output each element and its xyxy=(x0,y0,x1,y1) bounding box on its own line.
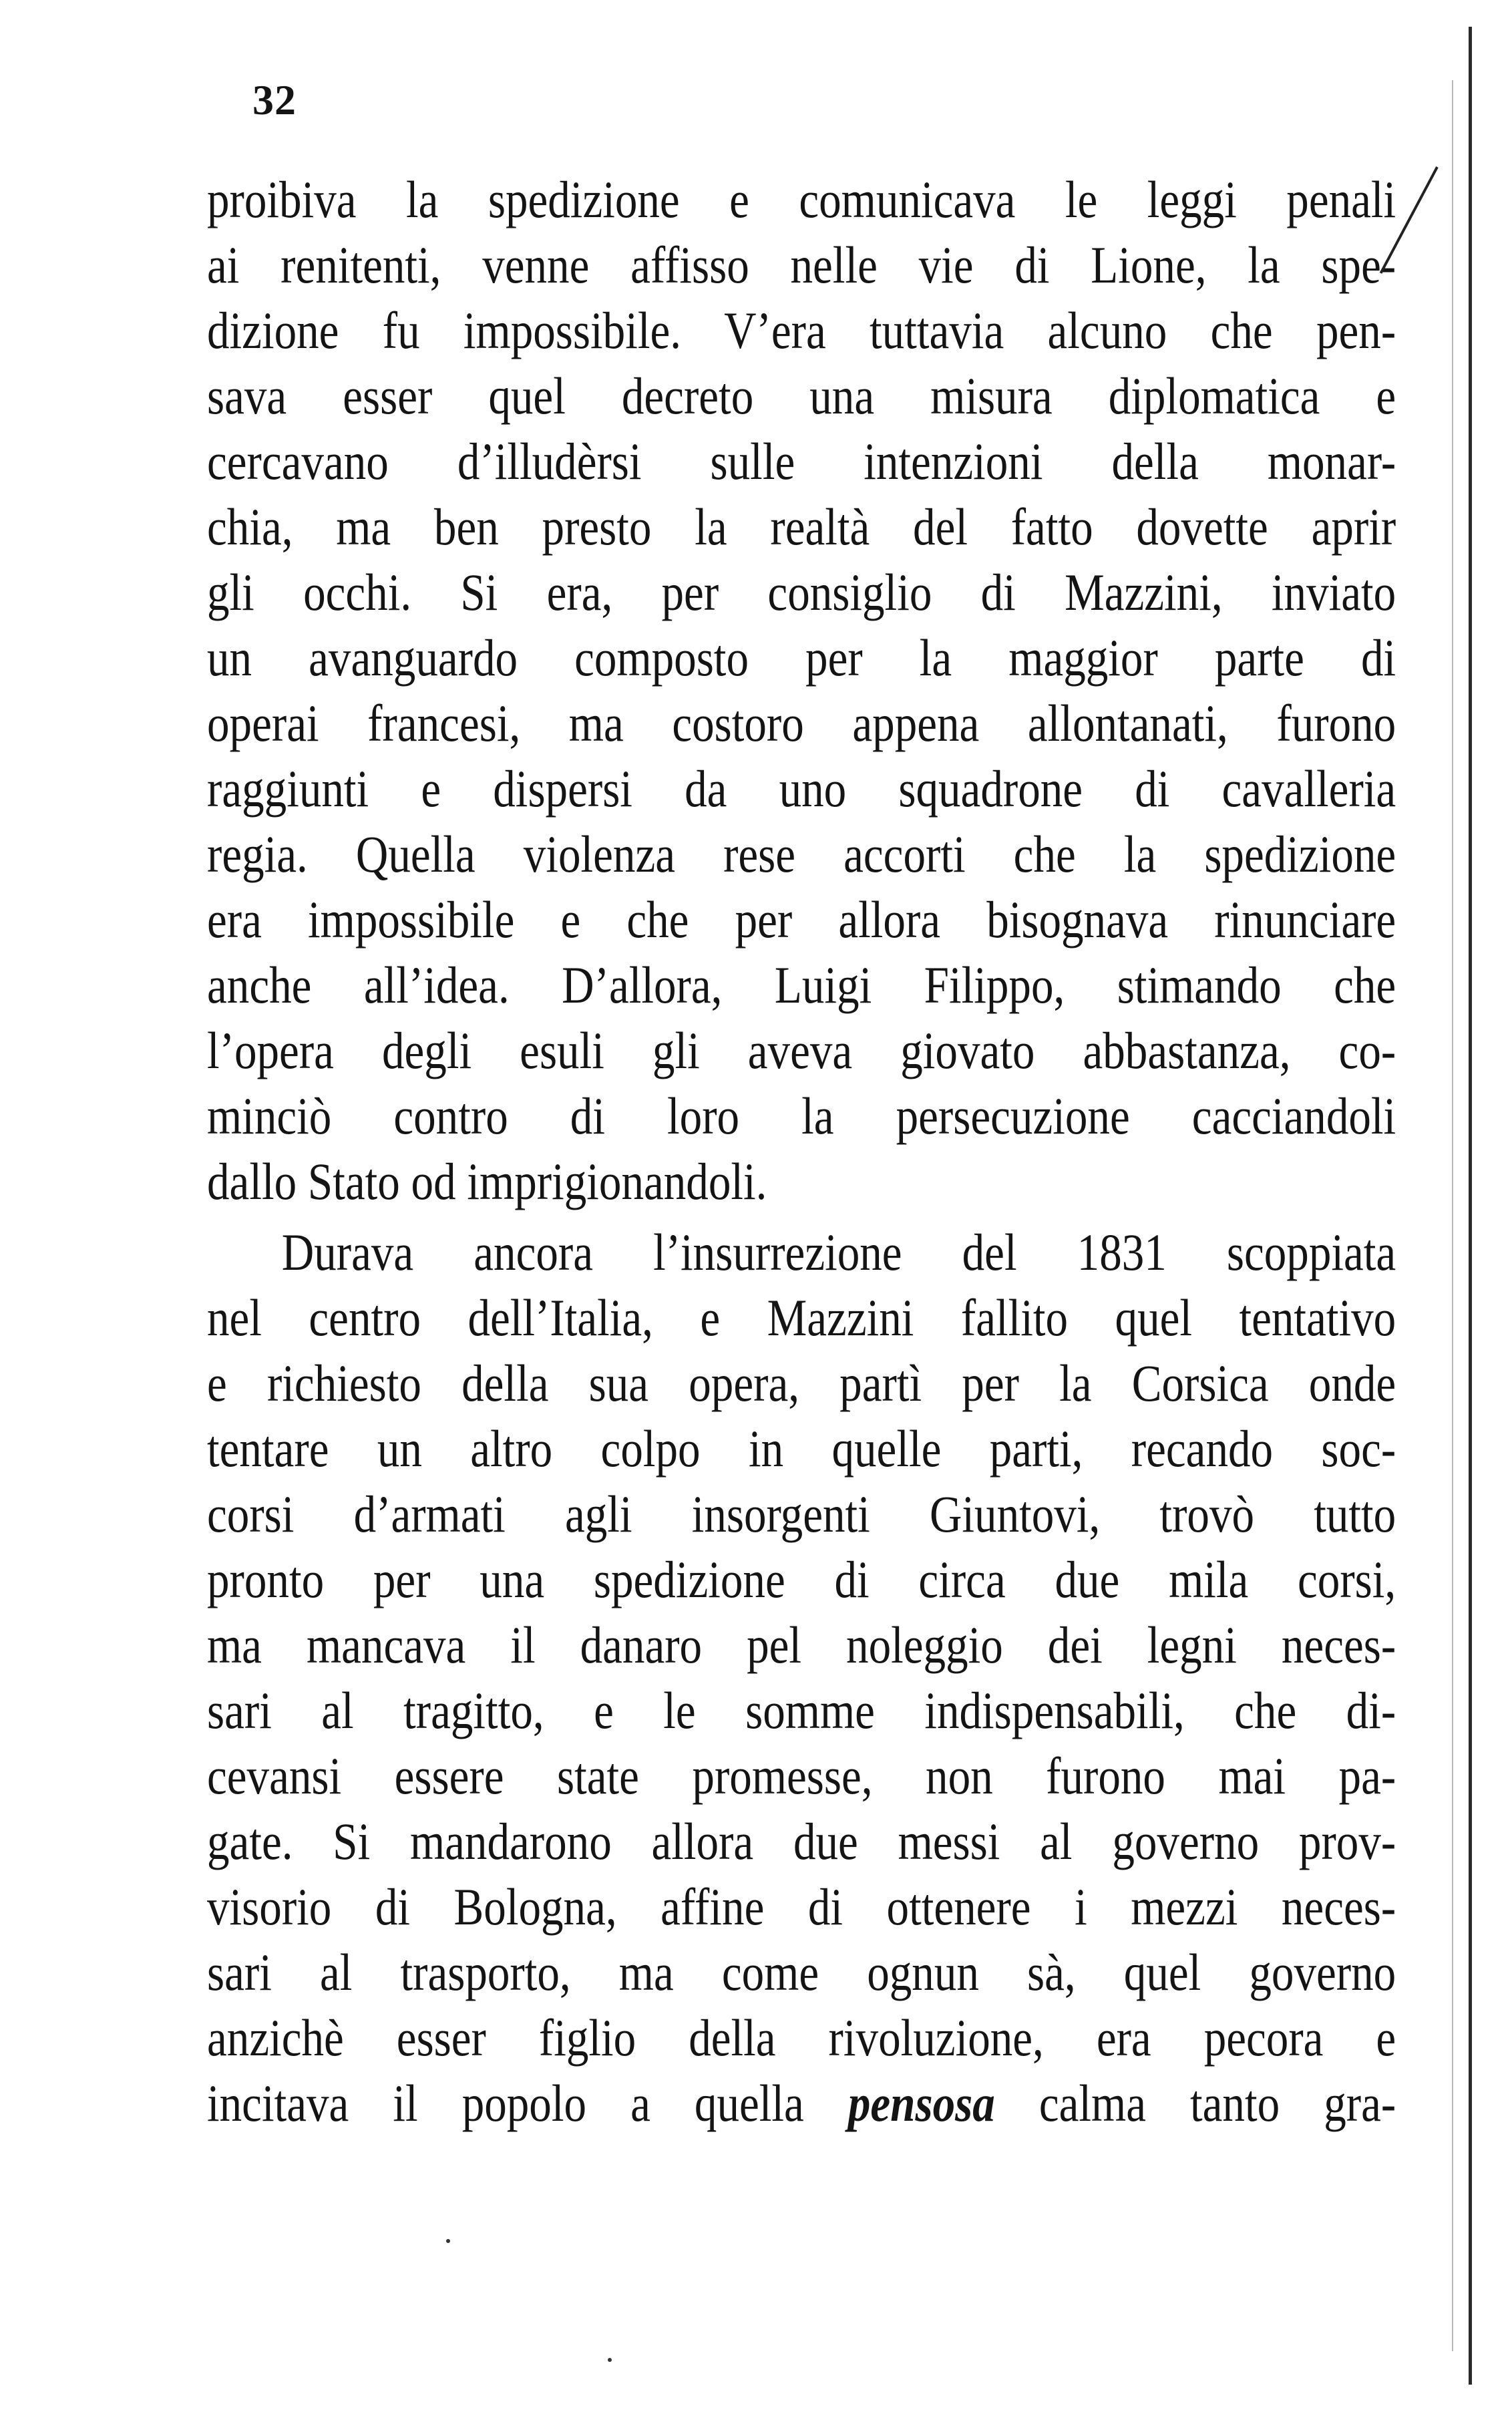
paragraph-2 xyxy=(207,1220,1396,2136)
text-line: chia, ma ben presto la realtà del fatto dovette aprir xyxy=(207,498,1396,556)
scan-speck xyxy=(608,2358,612,2362)
body-text xyxy=(207,167,1396,2136)
text-line: sari al tragitto, e le somme indispensabili, che di- xyxy=(207,1681,1396,1739)
emphasized-word: pensosa xyxy=(847,2074,995,2132)
text-line: Durava ancora l’insurrezione del 1831 scoppiata xyxy=(281,1223,1396,1281)
text-line: regia. Quella violenza rese accorti che la spedizione xyxy=(207,825,1396,883)
text-line: minciò contro di loro la persecuzione cacciandoli xyxy=(207,1087,1396,1145)
text-line: cercavano d’illudèrsi sulle intenzioni della monar- xyxy=(207,432,1396,490)
page-number: 32 xyxy=(252,76,297,124)
text-line: gate. Si mandarono allora due messi al governo prov- xyxy=(207,1812,1396,1870)
scan-speck xyxy=(446,2239,450,2243)
text-line: nel centro dell’Italia, e Mazzini fallito quel tentativo xyxy=(207,1288,1396,1347)
text-line: corsi d’armati agli insorgenti Giuntovi, trovò tutto xyxy=(207,1485,1396,1543)
text-line: sari al trasporto, ma come ognun sà, quel governo xyxy=(207,1943,1396,2001)
text-line: proibiva la spedizione e comunicava le leggi penali xyxy=(207,170,1396,228)
text-line: sava esser quel decreto una misura diplomatica e xyxy=(207,367,1396,425)
text-line: l’opera degli esuli gli aveva giovato abbastanza, co- xyxy=(207,1021,1396,1079)
text-line: dallo Stato od imprigionandoli. xyxy=(207,1152,767,1210)
text-line: cevansi essere state promesse, non furono mai pa- xyxy=(207,1747,1396,1805)
text-line: gli occhi. Si era, per consiglio di Mazzini, inviato xyxy=(207,563,1396,621)
text-line: operai francesi, ma costoro appena allontanati, furono xyxy=(207,694,1396,752)
text-line: ma mancava il danaro pel noleggio dei legni neces- xyxy=(207,1616,1396,1674)
text-line: anche all’idea. D’allora, Luigi Filippo, stimando che xyxy=(207,956,1396,1014)
paragraph-1 xyxy=(207,167,1396,1214)
text-run: calma tanto gra- xyxy=(994,2074,1396,2132)
text-line: e richiesto della sua opera, partì per la Corsica onde xyxy=(207,1354,1396,1412)
text-line: un avanguardo composto per la maggior parte di xyxy=(207,629,1396,687)
text-line: raggiunti e dispersi da uno squadrone di cavalleria xyxy=(207,759,1396,818)
text-line: anzichè esser figlio della rivoluzione, era pecora e xyxy=(207,2009,1396,2067)
text-line: visorio di Bologna, affine di ottenere i mezzi neces- xyxy=(207,1878,1396,1936)
text-line: era impossibile e che per allora bisognava rinunciare xyxy=(207,890,1396,949)
page-edge-line xyxy=(1469,27,1472,2385)
text-run: incitava il popolo a quella xyxy=(207,2074,848,2132)
text-line: dizione fu impossibile. V’era tuttavia alcuno che pen- xyxy=(207,301,1396,359)
paragraph-spacer xyxy=(207,1214,1396,1220)
text-line-last xyxy=(207,2071,1396,2136)
text-line: ai renitenti, venne affisso nelle vie di Lione, la spe- xyxy=(207,236,1396,294)
text-line: tentare un altro colpo in quelle parti, recando soc- xyxy=(207,1419,1396,1478)
page-edge-shadow xyxy=(1452,80,1453,2351)
text-line: pronto per una spedizione di circa due mila corsi, xyxy=(207,1550,1396,1608)
